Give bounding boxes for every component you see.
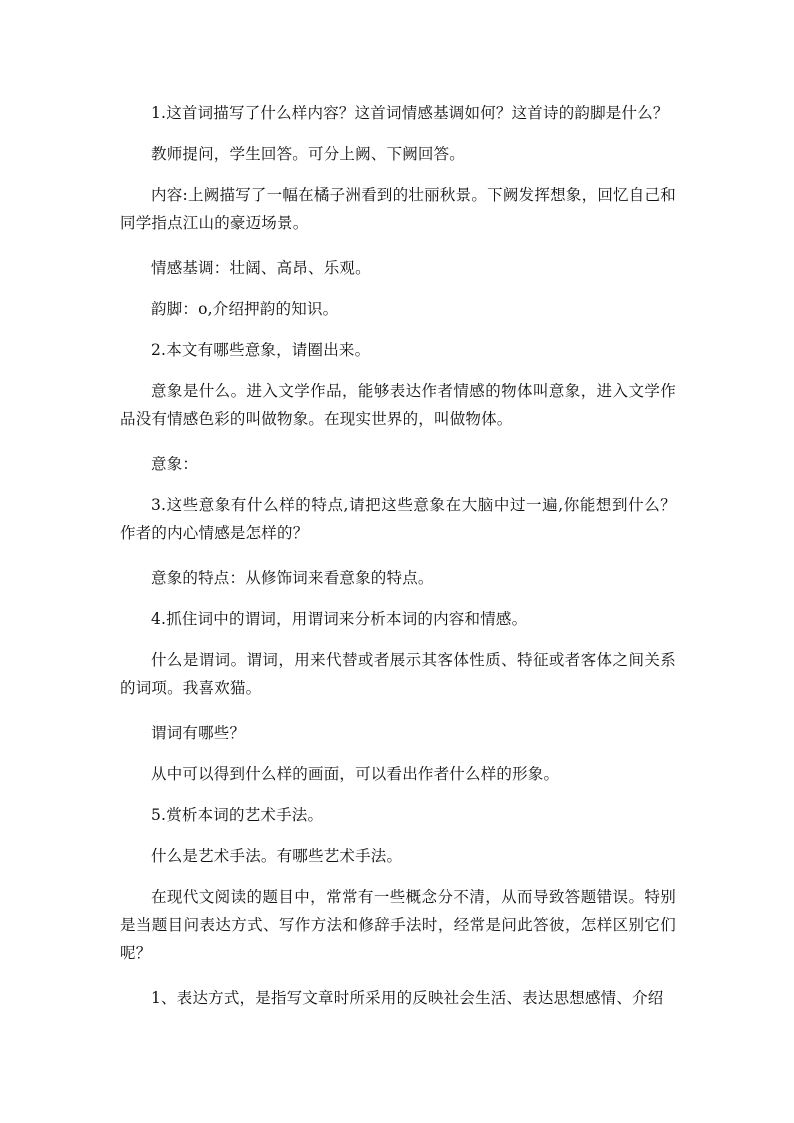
paragraph-teacher-note: 教师提问，学生回答。可分上阙、下阙回答。 (151, 145, 466, 163)
paragraph-imagery-definition: 意象是什么。进入文学作品，能够表达作者情感的物体叫意象，进入文学作品没有情感色彩的叫做物象。在现实世界的，叫做物体。 (120, 382, 676, 428)
paragraph-expression-methods: 1、表达方式，是指写文章时所采用的反映社会生活、表达思想感情、介绍 (151, 989, 664, 1007)
paragraph-content: 内容:上阙描写了一幅在橘子洲看到的壮丽秋景。下阙发挥想象，回忆自己和同学指点江山的豪迈场景。 (120, 186, 676, 232)
paragraph-imagery-features: 意象的特点：从修饰词来看意象的特点。 (151, 569, 434, 587)
paragraph-question-1: 1.这首词描写了什么样内容？这首词情感基调如何？这首诗的韵脚是什么？ (151, 104, 669, 122)
paragraph-question-4: 4.抓住词中的谓词，用谓词来分析本词的内容和情感。 (151, 610, 528, 628)
paragraph-emotion-tone: 情感基调：壮阔、高昂、乐观。 (151, 259, 371, 277)
paragraph-question-3: 3.这些意象有什么样的特点,请把这些意象在大脑中过一遍,你能想到什么？作者的内心情感是怎样的？ (120, 496, 676, 542)
paragraph-image-and-author: 从中可以得到什么样的画面，可以看出作者什么样的形象。 (151, 765, 560, 783)
paragraph-predicate-definition: 什么是谓词。谓词，用来代替或者展示其客体性质、特征或者客体之间关系的词项。我喜欢猫。 (120, 651, 676, 697)
paragraph-rhyme: 韵脚：o,介绍押韵的知识。 (151, 300, 339, 318)
paragraph-question-2: 2.本文有哪些意象，请圈出来。 (151, 341, 371, 359)
paragraph-predicate-list: 谓词有哪些？ (151, 724, 246, 742)
paragraph-question-5: 5.赏析本词的艺术手法。 (151, 806, 324, 824)
paragraph-artistic-technique: 什么是艺术手法。有哪些艺术手法。 (151, 847, 403, 865)
paragraph-imagery-label: 意象： (151, 455, 199, 473)
paragraph-reading-concepts: 在现代文阅读的题目中，常常有一些概念分不清，从而导致答题错误。特别是当题目问表达方式、写作方法和修辞手法时，经常是问此答彼，怎样区别它们呢？ (120, 888, 676, 962)
